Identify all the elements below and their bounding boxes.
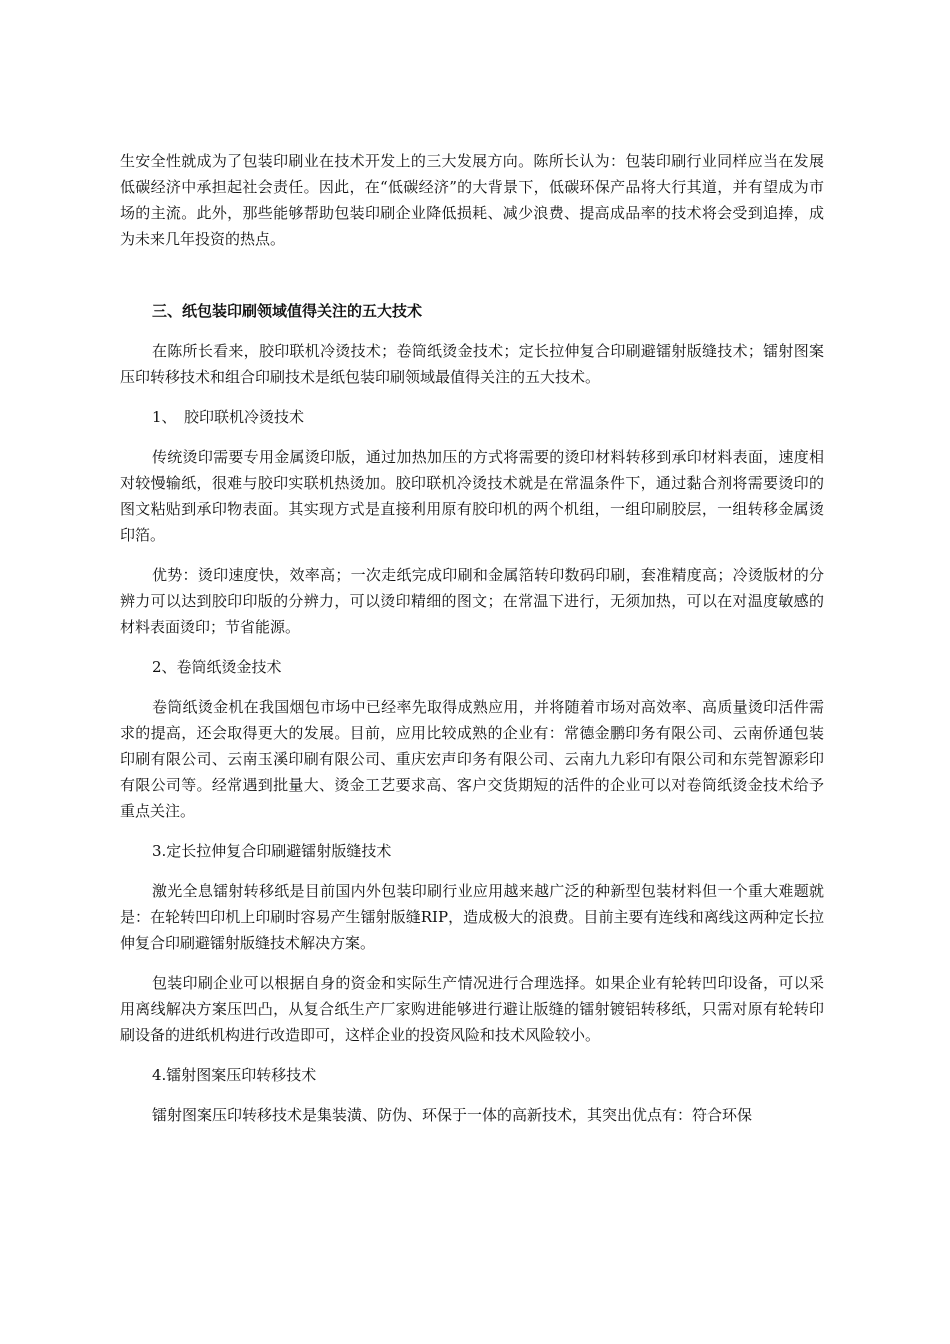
- tech1-title: 1、 胶印联机冷烫技术: [152, 408, 305, 426]
- tech3-body2-paragraph: 包装印刷企业可以根据自身的资金和实际生产情况进行合理选择。如果企业有轮转凹印设备，可以采用离线解决方案压凹凸，从复合纸生产厂家购进能够进行避让版缝的镭射镀铝转移纸，只需对原有轮转印刷设备的进纸机构进行改造即可，这样企业的投资风险和技术风险较小。: [120, 974, 824, 1044]
- tech2-body-paragraph: 卷筒纸烫金机在我国烟包市场中已经率先取得成熟应用，并将随着市场对高效率、高质量烫印活件需求的提高，还会取得更大的发展。目前，应用比较成熟的企业有：常德金鹏印务有限公司、云南侨通包装印刷有限公司、云南玉溪印刷有限公司、重庆宏声印务有限公司、云南九九彩印有限公司和东莞智源彩印有限公司等。经常遇到批量大、烫金工艺要求高、客户交货期短的活件的企业可以对卷筒纸烫金技术给予重点关注。: [120, 698, 824, 820]
- tech1-advantages-paragraph: 优势：烫印速度快，效率高；一次走纸完成印刷和金属箔转印数码印刷，套准精度高；冷烫版材的分辨力可以达到胶印印版的分辨力，可以烫印精细的图文；在常温下进行，无须加热，可以在对温度敏感的材料表面烫印；节省能源。: [120, 566, 824, 636]
- tech4-title: 4.镭射图案压印转移技术: [152, 1066, 317, 1084]
- section-intro-paragraph: 在陈所长看来，胶印联机冷烫技术；卷筒纸烫金技术；定长拉伸复合印刷避镭射版缝技术；镭射图案压印转移技术和组合印刷技术是纸包装印刷领域最值得关注的五大技术。: [120, 342, 824, 386]
- tech4-body-paragraph: 镭射图案压印转移技术是集装潢、防伪、环保于一体的高新技术，其突出优点有：符合环保: [152, 1106, 753, 1124]
- section-heading: 三、纸包装印刷领域值得关注的五大技术: [152, 302, 423, 320]
- tech3-body-paragraph: 激光全息镭射转移纸是目前国内外包装印刷行业应用越来越广泛的种新型包装材料但一个重大难题就是：在轮转凹印机上印刷时容易产生镭射版缝RIP，造成极大的浪费。目前主要有连线和离线这两种定长拉伸复合印刷避镭射版缝技术解决方案。: [120, 882, 824, 952]
- document-page: [120, 148, 824, 1128]
- tech1-body-paragraph: 传统烫印需要专用金属烫印版，通过加热加压的方式将需要的烫印材料转移到承印材料表面，速度相对较慢输纸，很难与胶印实联机热烫加。胶印联机冷烫技术就是在常温条件下，通过黏合剂将需要烫印的图文粘贴到承印物表面。其实现方式是直接利用原有胶印机的两个机组，一组印刷胶层，一组转移金属烫印箔。: [120, 448, 824, 544]
- tech3-title: 3.定长拉伸复合印刷避镭射版缝技术: [152, 842, 392, 860]
- tech2-title: 2、卷筒纸烫金技术: [152, 658, 282, 676]
- intro-continuation-paragraph: 生安全性就成为了包装印刷业在技术开发上的三大发展方向。陈所长认为：包装印刷行业同样应当在发展低碳经济中承担起社会责任。因此，在“低碳经济”的大背景下，低碳环保产品将大行其道，并有望成为市场的主流。此外，那些能够帮助包装印刷企业降低损耗、减少浪费、提高成品率的技术将会受到追捧，成为未来几年投资的热点。: [120, 152, 824, 248]
